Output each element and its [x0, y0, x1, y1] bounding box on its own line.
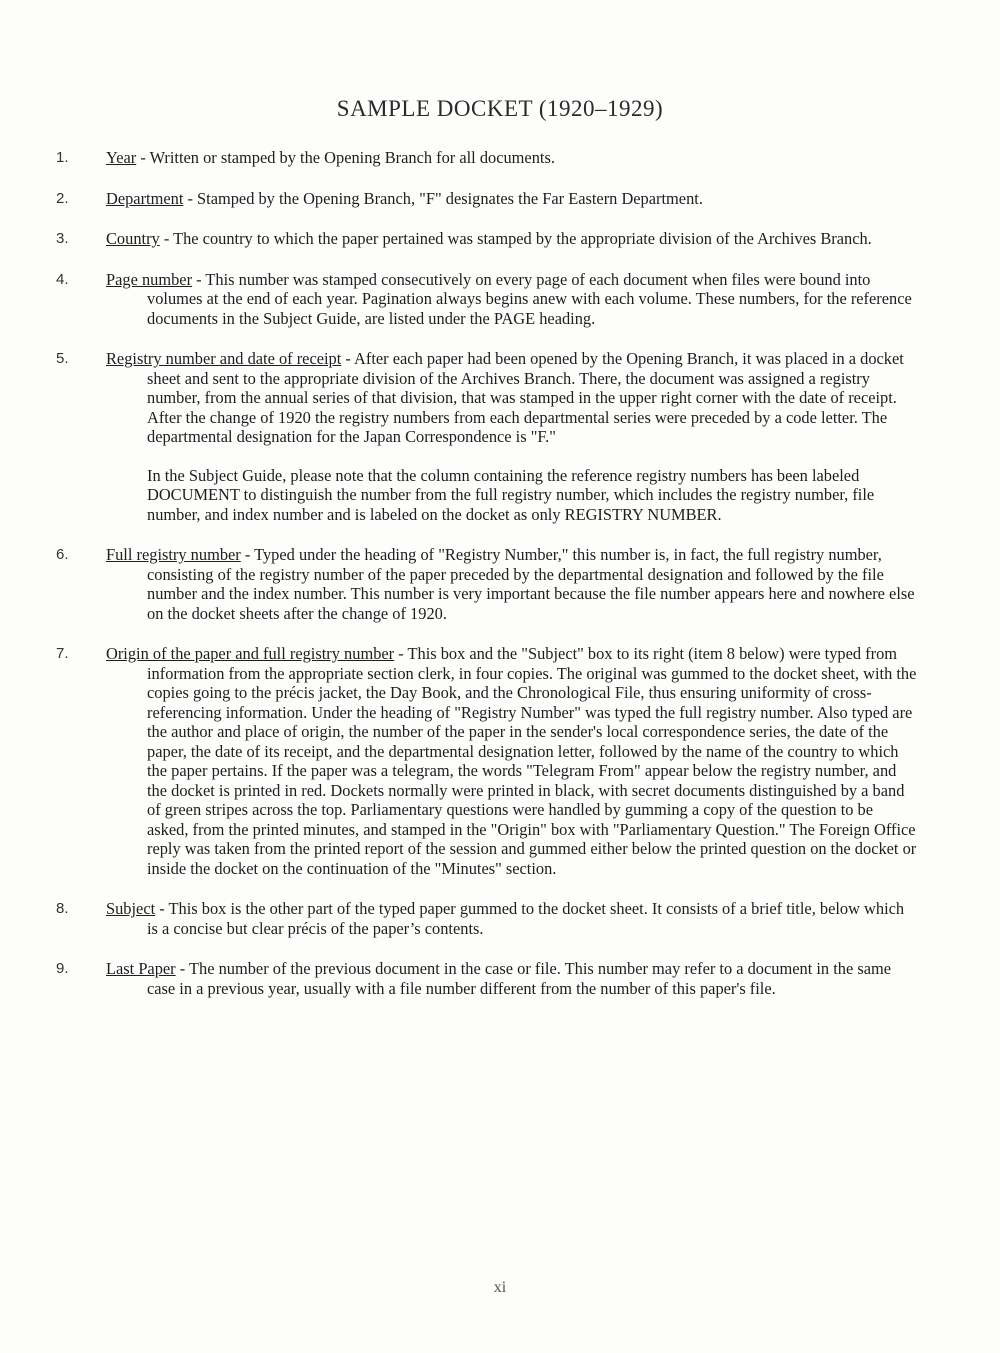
- item-term: Page number: [106, 269, 193, 289]
- item-text: - The number of the previous document in the case or file. This number may refer to a document in the same case in a previous year, usually with a file number different from the number of this paper's file.: [147, 959, 891, 998]
- item-term: Registry number and date of receipt: [106, 349, 342, 368]
- item-number: 1.: [56, 149, 69, 166]
- page-number: xi: [493, 1279, 507, 1296]
- item-body: [106, 269, 917, 329]
- item-subject: [0, 899, 1000, 938]
- item-number: 8.: [56, 900, 69, 917]
- item-term: Full registry number: [106, 545, 241, 564]
- item-number: 2.: [56, 189, 69, 207]
- item-number: 9.: [56, 960, 69, 977]
- item-text: - Stamped by the Opening Branch, "F" designates the Far Eastern Department.: [183, 188, 703, 208]
- item-body: [106, 188, 917, 209]
- item-number: 3.: [56, 230, 69, 247]
- item-note: In the Subject Guide, please note that the column containing the reference registry numbers has been labeled DOCUMENT to distinguish the number from the full registry number, which includes the registry number, file number, and index number and is labeled on the docket as only REGISTRY NUMBER.: [147, 465, 875, 524]
- item-body: [106, 349, 917, 447]
- item-text: - The country to which the paper pertained was stamped by the appropriate division of the Archives Branch.: [159, 229, 872, 248]
- item-number: 6.: [56, 546, 69, 563]
- item-text: - Written or stamped by the Opening Branch for all documents.: [136, 148, 555, 167]
- item-body: [106, 644, 917, 878]
- item-text: - This number was stamped consecutively on every page of each document when files were bound into volumes at the end of each year. Pagination always begins anew with each volume. These numbers, for the reference documents in the Subject Guide, are listed under the PAGE heading.: [147, 269, 912, 328]
- item-body: [106, 959, 917, 998]
- item-text: - After each paper had been opened by the Opening Branch, it was placed in a docket sheet and sent to the appropriate division of the Archives Branch. There, the document was assigned a registry number, from the annual series of that division, that was stamped in the upper right corner with the date of receipt. After the change of 1920 the registry numbers from each departmental series were preceded by a code letter. The departmental designation for the Japan Correspondence is "F.": [147, 349, 904, 446]
- item-term: Department: [106, 188, 184, 208]
- item-number: 7.: [56, 645, 69, 662]
- item-body: [106, 229, 917, 249]
- item-text: - This box and the "Subject" box to its right (item 8 below) were typed from information from the appropriate section clerk, in four copies. The original was gummed to the docket sheet, with the copies going to the précis jacket, the Day Book, and the Chronological File, thus ensuring uniformity of cross-referencing information. Under the heading of "Registry Number" was typed the full registry number. Also typed are the author and place of origin, the number of the paper in the sender's local correspondence series, the date of the paper, the date of its receipt, and the departmental designation letter, followed by the name of the country to which the paper pertains. If the paper was a telegram, the words "Telegram From" appear below the registry number, and the docket is printed in red. Dockets normally were printed in black, with secret documents distinguished by a band of green stripes across the top. Parliamentary questions were handled by gumming a copy of the question to be asked, from the printed minutes, and stamped in the "Origin" box with "Parliamentary Question." The Foreign Office reply was taken from the printed report of the session and gummed either below the printed question on the docket or inside the docket on the continuation of the "Minutes" section.: [147, 644, 917, 878]
- item-full-registry-number: [0, 545, 1000, 623]
- item-number: 5.: [56, 350, 69, 367]
- item-term: Origin of the paper and full registry number: [106, 644, 395, 663]
- item-term: Country: [106, 229, 160, 248]
- item-department: [0, 189, 1000, 209]
- item-body: [106, 148, 917, 168]
- item-term: Last Paper: [106, 959, 176, 978]
- page-title: SAMPLE DOCKET (1920–1929): [336, 96, 664, 121]
- item-term: Year: [106, 148, 137, 167]
- item-body: [106, 899, 917, 938]
- item-last-paper: [0, 959, 1000, 998]
- item-year: [0, 148, 1000, 168]
- item-country: [0, 229, 1000, 249]
- item-registry-number-and-date: [0, 349, 1000, 524]
- item-origin-of-paper: [0, 644, 1000, 878]
- item-text: - This box is the other part of the typed paper gummed to the docket sheet. It consists of a brief title, below which is a concise but clear précis of the paper’s contents.: [147, 899, 905, 938]
- item-text: - Typed under the heading of "Registry Number," this number is, in fact, the full registry number, consisting of the registry number of the paper preceded by the departmental designation and followed by the file number and the index number. This number is very important because the file number appears here and nowhere else on the docket sheets after the change of 1920.: [147, 545, 915, 623]
- docket-item-list: [0, 148, 1000, 998]
- item-number: 4.: [56, 270, 69, 288]
- item-body: [106, 545, 917, 623]
- item-term: Subject: [106, 899, 156, 918]
- item-page-number: [0, 270, 1000, 329]
